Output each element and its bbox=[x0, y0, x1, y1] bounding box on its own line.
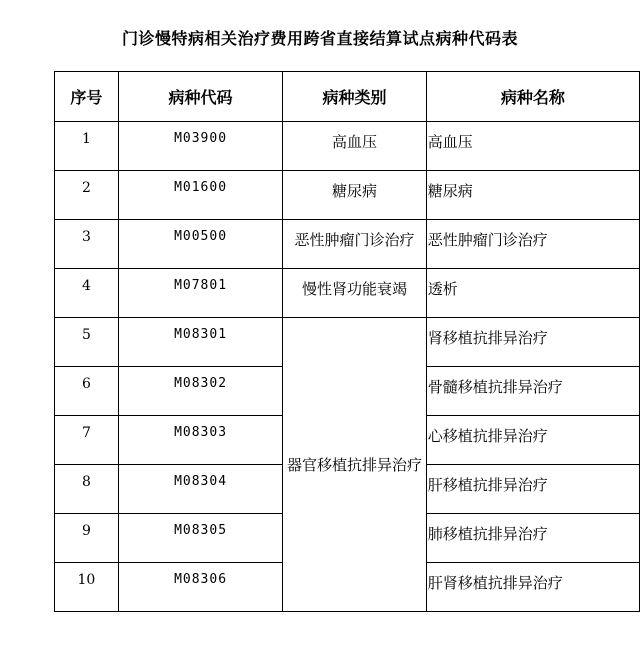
row-name: 高血压 bbox=[426, 122, 639, 171]
table-row bbox=[55, 171, 640, 220]
row-category: 慢性肾功能衰竭 bbox=[283, 269, 426, 318]
row-code: M08306 bbox=[118, 563, 283, 612]
row-index: 5 bbox=[55, 318, 119, 367]
table-row bbox=[55, 122, 640, 171]
table-row bbox=[55, 269, 640, 318]
table-row bbox=[55, 318, 640, 367]
row-name: 恶性肿瘤门诊治疗 bbox=[426, 220, 639, 269]
page-title: 门诊慢特病相关治疗费用跨省直接结算试点病种代码表 bbox=[121, 29, 518, 48]
row-category: 糖尿病 bbox=[283, 171, 426, 220]
row-name: 糖尿病 bbox=[426, 171, 639, 220]
row-code: M08305 bbox=[118, 514, 283, 563]
row-code: M00500 bbox=[118, 220, 283, 269]
row-index: 7 bbox=[55, 416, 119, 465]
table-row bbox=[55, 220, 640, 269]
header-category: 病种类别 bbox=[283, 72, 426, 122]
row-name: 透析 bbox=[426, 269, 639, 318]
row-code: M08302 bbox=[118, 367, 283, 416]
row-index: 2 bbox=[55, 171, 119, 220]
row-index: 1 bbox=[55, 122, 119, 171]
header-index: 序号 bbox=[55, 72, 119, 122]
row-index: 10 bbox=[55, 563, 119, 612]
row-name: 肺移植抗排异治疗 bbox=[426, 514, 639, 563]
table-header-row bbox=[55, 72, 640, 122]
row-code: M07801 bbox=[118, 269, 283, 318]
row-category: 高血压 bbox=[283, 122, 426, 171]
disease-code-table bbox=[54, 71, 640, 612]
row-name: 心移植抗排异治疗 bbox=[426, 416, 639, 465]
row-index: 8 bbox=[55, 465, 119, 514]
row-index: 6 bbox=[55, 367, 119, 416]
row-code: M01600 bbox=[118, 171, 283, 220]
row-index: 4 bbox=[55, 269, 119, 318]
row-index: 3 bbox=[55, 220, 119, 269]
row-name: 肾移植抗排异治疗 bbox=[426, 318, 639, 367]
row-code: M08304 bbox=[118, 465, 283, 514]
row-code: M08301 bbox=[118, 318, 283, 367]
row-name: 骨髓移植抗排异治疗 bbox=[426, 367, 639, 416]
row-name: 肝移植抗排异治疗 bbox=[426, 465, 639, 514]
row-code: M08303 bbox=[118, 416, 283, 465]
header-name: 病种名称 bbox=[426, 72, 639, 122]
row-index: 9 bbox=[55, 514, 119, 563]
row-name: 肝肾移植抗排异治疗 bbox=[426, 563, 639, 612]
row-category: 恶性肿瘤门诊治疗 bbox=[283, 220, 426, 269]
header-code: 病种代码 bbox=[118, 72, 283, 122]
merged-category-cell: 器官移植抗排异治疗 bbox=[283, 318, 426, 612]
row-code: M03900 bbox=[118, 122, 283, 171]
